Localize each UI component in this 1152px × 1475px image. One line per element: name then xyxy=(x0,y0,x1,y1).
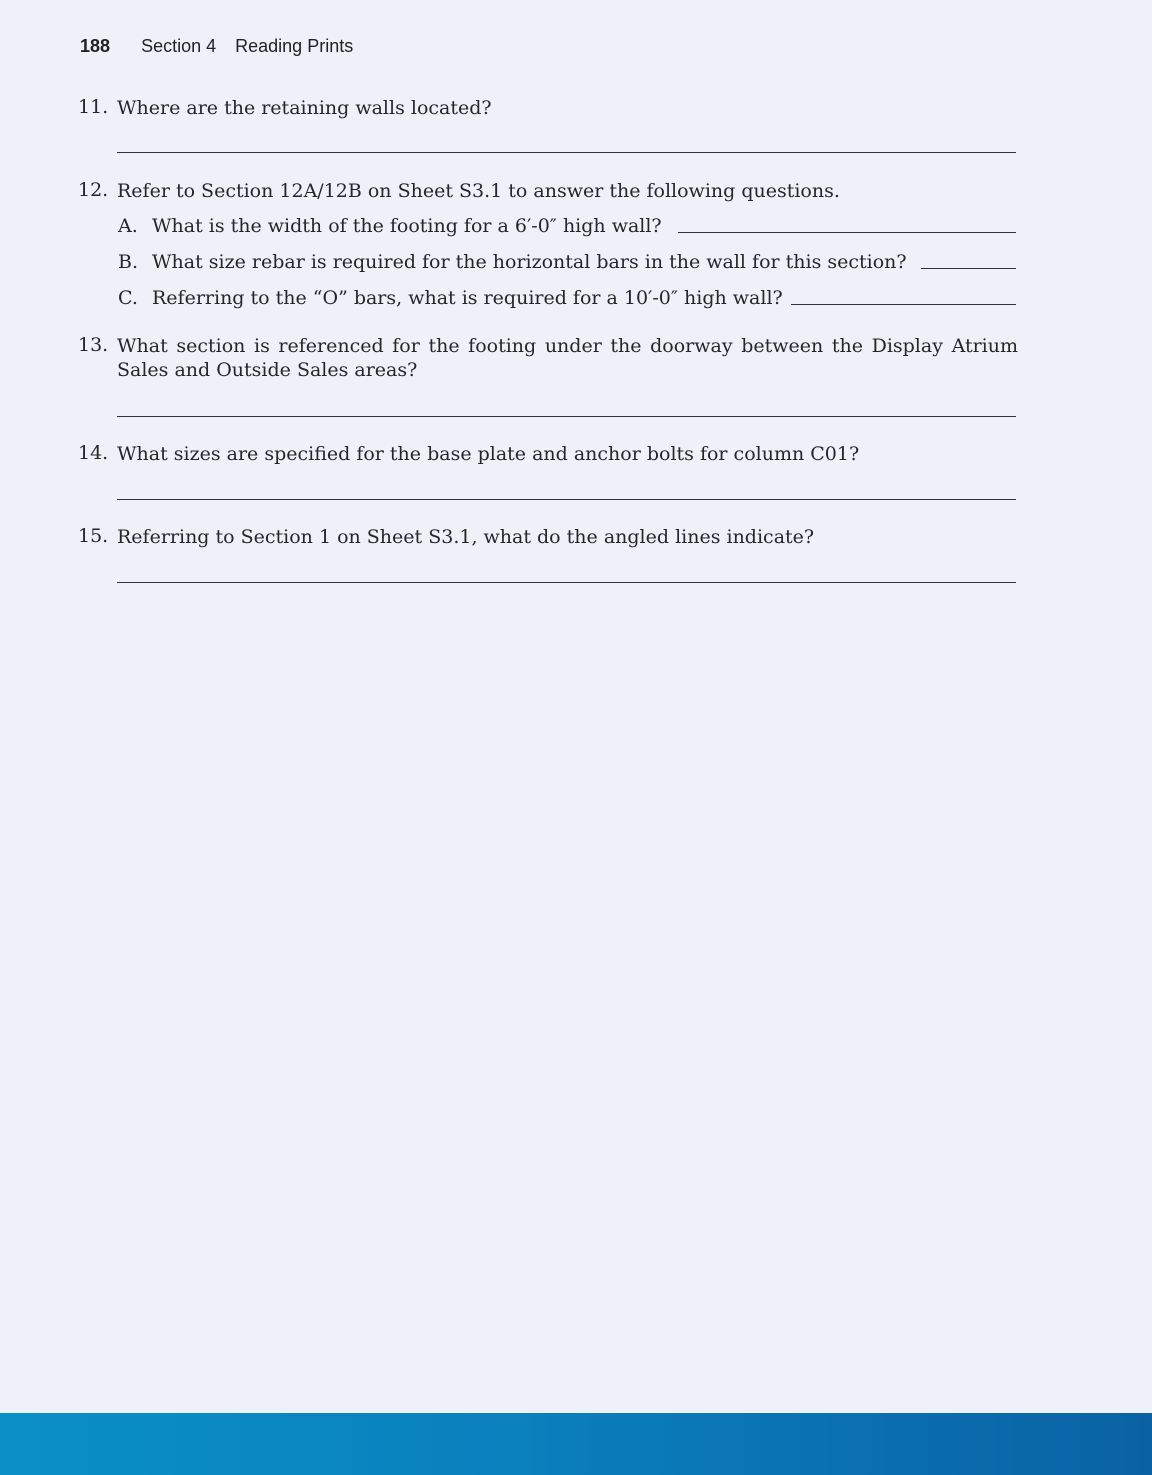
question-number: 12. xyxy=(78,179,109,201)
page-number: 188 xyxy=(80,36,111,56)
question-number: 14. xyxy=(78,442,109,464)
sub-question-c xyxy=(118,287,1016,309)
sub-question-label: C. xyxy=(118,287,138,309)
question-text: Where are the retaining walls located? xyxy=(117,97,492,119)
question-12 xyxy=(78,179,1018,309)
section-label: Section 4 xyxy=(141,36,217,56)
question-number: 13. xyxy=(78,334,109,356)
sub-question-text: What is the width of the footing for a 6′-0″ high wall? xyxy=(152,215,662,237)
answer-line[interactable] xyxy=(117,416,1016,417)
sub-question-a xyxy=(118,215,1016,237)
question-text: Referring to Section 1 on Sheet S3.1, what do the angled lines indicate? xyxy=(117,526,815,548)
question-number: 11. xyxy=(78,96,109,118)
question-15 xyxy=(78,525,1018,549)
question-text: What sizes are specified for the base plate and anchor bolts for column C01? xyxy=(117,443,860,465)
sub-question-text: What size rebar is required for the horizontal bars in the wall for this section? xyxy=(152,251,907,273)
answer-line[interactable] xyxy=(678,232,1016,233)
sub-question-b xyxy=(118,251,1016,273)
answer-line[interactable] xyxy=(791,304,1016,305)
question-13 xyxy=(78,334,1018,382)
sub-question-label: A. xyxy=(118,215,138,237)
sub-question-text: Referring to the “O” bars, what is required for a 10′-0″ high wall? xyxy=(152,287,783,309)
section-title: Reading Prints xyxy=(235,36,354,56)
question-number: 15. xyxy=(78,525,109,547)
running-header xyxy=(80,36,353,57)
answer-line[interactable] xyxy=(117,152,1016,153)
footer-color-band xyxy=(0,1413,1152,1475)
question-14 xyxy=(78,442,1018,466)
question-text: Refer to Section 12A/12B on Sheet S3.1 to answer the following questions. xyxy=(117,180,840,202)
answer-line[interactable] xyxy=(117,499,1016,500)
question-11 xyxy=(78,96,1018,120)
sub-question-label: B. xyxy=(118,251,139,273)
answer-line[interactable] xyxy=(117,582,1016,583)
answer-line[interactable] xyxy=(921,268,1016,269)
question-text: What section is referenced for the footing under the doorway between the Display Atrium Sales and Outside Sales areas? xyxy=(117,335,1018,381)
